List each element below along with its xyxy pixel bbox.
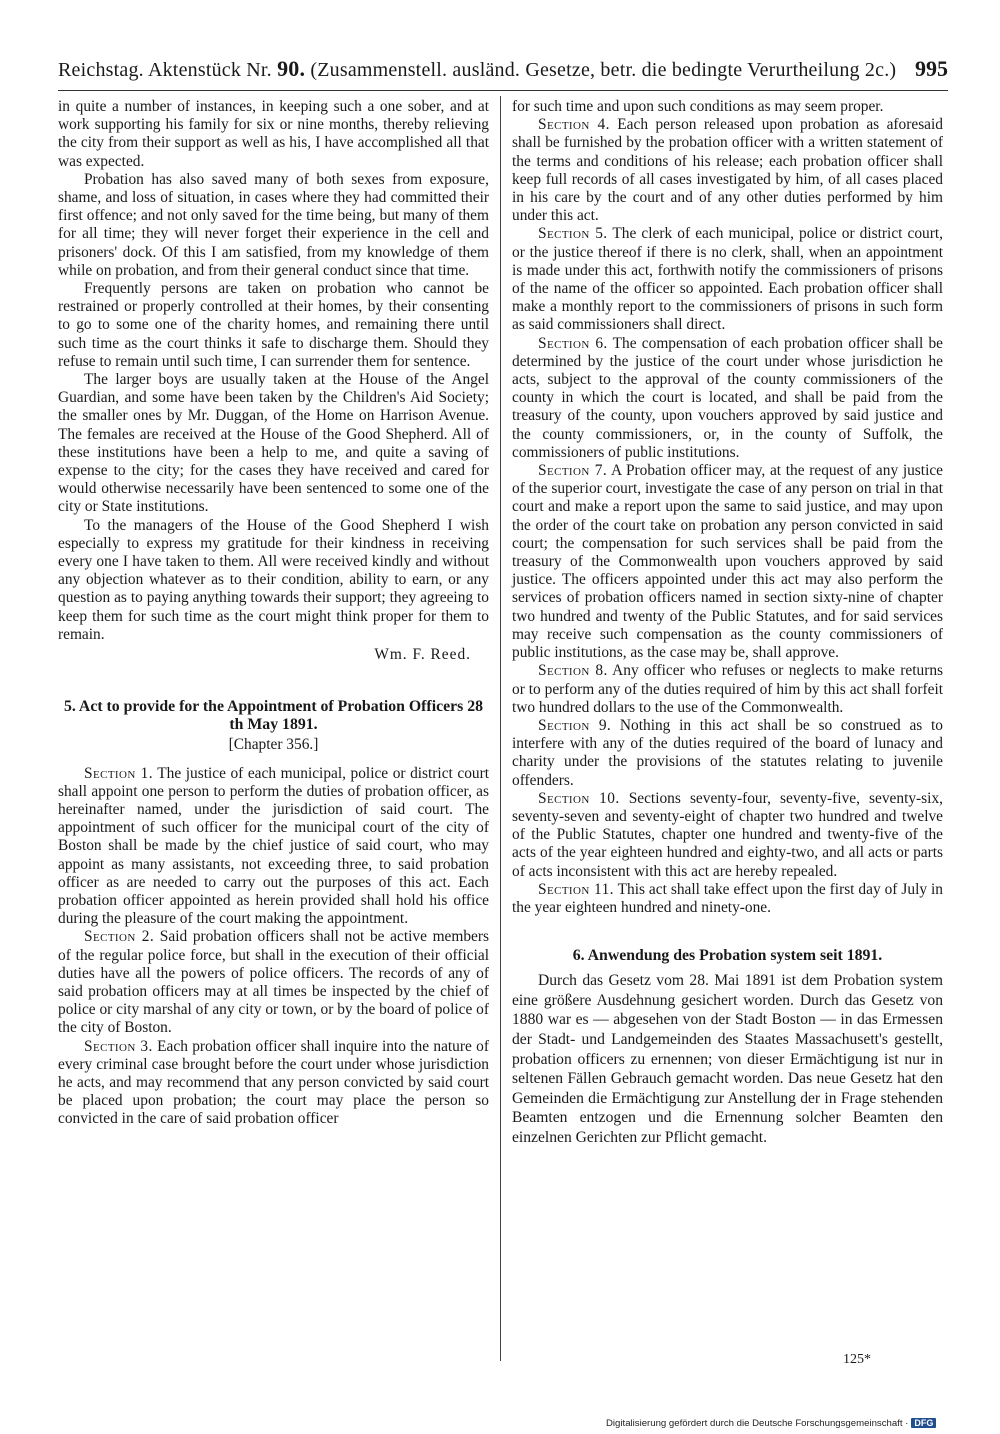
- section-1: [58, 765, 489, 929]
- running-header: [58, 54, 948, 84]
- header-rule: [58, 90, 948, 91]
- running-head-suffix: (Zusammenstell. ausländ. Gesetze, betr. die bedingte Verurtheilung 2c.): [310, 59, 897, 81]
- section-text: The compensation of each probation officer shall be determined by the justice of the court under whose jurisdiction he acts, subject to the approval of the county commissioners of the county in which the court is located, and shall be paid from the treasury of the county, upon vouchers approved by said justice and the county commissioners, or, in the county of Suffolk, the commissioners of public institutions.: [512, 334, 944, 461]
- section-text: The clerk of each municipal, police or district court, or the justice thereof if there is no clerk, shall, when an appointment is made under this act, forthwith notify the commissioners of prisons of the name of the officer so appointed. Each probation officer shall make a monthly report to the commissioners of prisons in such form as said commissioners shall direct.: [512, 225, 944, 334]
- paragraph-continuation: for such time and upon such conditions as may seem proper.: [512, 98, 884, 115]
- credit-text: Digitalisierung gefördert durch die Deutsche Forschungsgemeinschaft ·: [606, 1418, 909, 1429]
- section-label: Section 9.: [538, 716, 612, 734]
- section-label: Section 11.: [538, 880, 614, 898]
- german-paragraph: Durch das Gesetz vom 28. Mai 1891 ist dem Probation system eine größere Ausdehnung gesichert worden. Durch das Gesetz von 1880 war es — abgesehen von der Stadt Boston — in das Ermessen der Stadt- und Landgemeinden des Staates Massachusett's gestellt, probation officers zu ernennen; von dieser Ermächtigung ist nur in seltenen Fällen Gebrauch gemacht worden. Das neue Gesetz hat den Gemeinden die Ermächtigung zur Anstellung der in Frage stehenden Beamten entzogen und die Ernennung solcher Beamten den einzelnen Gerichten zur Pflicht gemacht.: [512, 972, 943, 1146]
- section-heading-6: 6. Anwendung des Probation system seit 1891.: [572, 947, 883, 965]
- section-text: Sections seventy-four, seventy-five, seventy-six, seventy-seven and seventy-eight of chapter two hundred and twelve of the Public Statutes, chapter one hundred and twenty-five of the acts of the year eighteen hundred and eighty-two, and all acts or parts of acts inconsistent with this act are hereby repealed.: [512, 789, 943, 880]
- section-label: Section 5.: [538, 225, 608, 243]
- section-text: A Probation officer may, at the request of any justice of the superior court, investigate the case of any person on trial in that court and make a report upon the same to said justice, and may upon the order of the court take on probation any person convicted in said court; the compensation for such services shall be paid from the treasury of the Commonwealth upon vouchers approved by said justice. The officers appointed under this act may also perform the services of probation officers named in section sixty-nine of chapter two hundred and twenty of the Public Statutes, and for said services may receive such compensation as the county commissioners of public institutions, as the case may be, shall approve.: [512, 462, 944, 662]
- section-5: [512, 225, 943, 334]
- running-head: [58, 56, 896, 82]
- section-label: Section 3.: [84, 1037, 153, 1055]
- section-label: Section 2.: [84, 928, 155, 946]
- digitization-credit: [606, 1418, 936, 1429]
- section-text: Said probation officers shall not be active members of the regular police force, but shall in the execution of their official duties have all the powers of police officers. The records of any of said probation officers may at all times be inspected by the chief of police or city marshal of any city or town, or by the board of police of the city of Boston.: [58, 928, 489, 1037]
- section-4: [512, 116, 943, 225]
- section-text: Nothing in this act shall be so construed as to interfere with any of the duties required of the board of lunacy and charity under the provisions of the statutes relating to juvenile offenders.: [512, 716, 943, 789]
- section-label: Section 10.: [538, 789, 620, 807]
- section-text: Any officer who refuses or neglects to make returns or to perform any of the duties required of him by this act shall forfeit two hundred dollars to the use of the Commonwealth.: [512, 662, 943, 716]
- section-6: [512, 335, 943, 462]
- paragraph: The larger boys are usually taken at the House of the Angel Guardian, and some have been taken by the Children's Aid Society; the smaller ones by Mr. Duggan, of the Home on Harrison Avenue. The females are received at the House of the Good Shepherd. All of these institutions have been a help to me, and quite a saving of expense to the city; for the cases they have received and cared for would otherwise necessarily have been sentenced to some one of the city or State institutions.: [58, 371, 489, 516]
- section-label: Section 7.: [538, 462, 608, 480]
- section-11: [512, 881, 943, 917]
- signature: Wm. F. Reed.: [374, 646, 471, 664]
- chapter-reference: [Chapter 356.]: [228, 736, 319, 754]
- page-number: 995: [915, 56, 948, 81]
- section-text: This act shall take effect upon the first day of July in the year eighteen hundred and ninety-one.: [512, 880, 943, 916]
- left-column: [58, 98, 489, 1129]
- right-column: [512, 98, 943, 1147]
- section-7: [512, 462, 943, 662]
- section-text: Each probation officer shall inquire into the nature of every criminal case brought before the court under whose jurisdiction he acts, and may recommend that any person convicted by said court be placed upon probation; the court may place the person so convicted in the care of said probation officer: [58, 1037, 489, 1128]
- paragraph: Probation has also saved many of both sexes from exposure, shame, and loss of situation, in cases where they had committed their first offence; and not only saved for the time being, but many of them for all time; they will never forget their experience in the cell and prisoners' dock. Of this I am satisfied, from my knowledge of them while on probation, and from their general conduct since that time.: [58, 170, 489, 279]
- paragraph: To the managers of the House of the Good Shepherd I wish especially to express my gratitude for their kindness in receiving every one I have taken to them. All were received kindly and without any objection whatever as to their condition, ability to earn, or any question as to paying anything towards their support; they agreeing to keep them for such time as the court might think proper for them to remain.: [58, 516, 489, 643]
- paragraph: in quite a number of instances, in keeping such a one sober, and at work supporting his family for six or nine months, thereby relieving the city from their support as well as his, I have accomplished all that was expected.: [58, 98, 489, 170]
- dfg-logo: DFG: [911, 1418, 936, 1428]
- section-8: [512, 662, 943, 717]
- section-text: The justice of each municipal, police or district court shall appoint one person to perform the duties of probation officer, as hereinafter named, under the jurisdiction of said court. The appointment of such officer for the municipal court of the city of Boston shall be made by the chief justice of said court, who may appoint as many assistants, not exceeding three, to said probation officer as are needed to carry out the purposes of this act. Each probation officer appointed as herein provided shall hold his office during the pleasure of the court making the appointment.: [58, 764, 489, 928]
- section-label: Section 6.: [538, 334, 608, 352]
- sheet-mark: 125*: [843, 1352, 871, 1367]
- paragraph: Frequently persons are taken on probation who cannot be restrained or properly controlled at their homes, by their consenting to go to some one of the charity homes, and remaining there until such time as the court thinks it safe to discharge them. Should they refuse to remain until such time, I can surrender them for sentence.: [58, 280, 489, 370]
- section-10: [512, 790, 943, 881]
- act-heading: 5. Act to provide for the Appointment of Probation Officers 28 th May 1891.: [63, 698, 484, 734]
- section-label: Section 1.: [84, 764, 153, 782]
- section-text: Each person released upon probation as aforesaid shall be furnished by the probation officer with a written statement of the terms and conditions of his release; each probation officer shall keep full records of all cases investigated by him, of all cases placed in his care by the court and of any other duties performed by him under this act.: [512, 116, 943, 225]
- section-label: Section 8.: [538, 662, 608, 680]
- column-divider: [500, 96, 501, 1361]
- running-head-prefix: Reichstag. Aktenstück Nr.: [58, 59, 272, 81]
- document-number: 90.: [277, 56, 306, 81]
- section-label: Section 4.: [538, 116, 610, 134]
- section-2: [58, 928, 489, 1037]
- section-3: [58, 1038, 489, 1129]
- section-9: [512, 717, 943, 790]
